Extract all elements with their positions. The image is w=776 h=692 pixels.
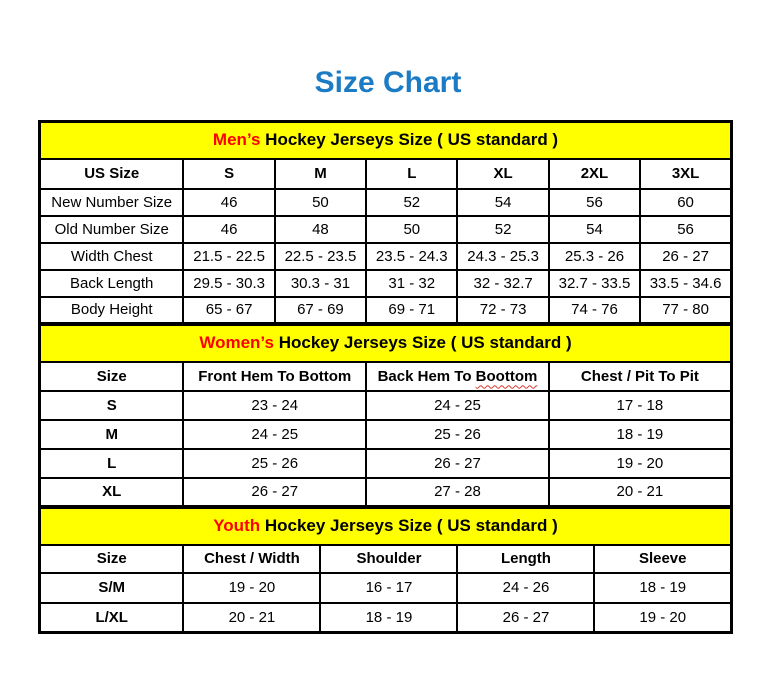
column-header: Chest / Pit To Pit bbox=[549, 362, 732, 391]
cell-value: 54 bbox=[457, 189, 548, 216]
cell-value: 24 - 25 bbox=[183, 420, 366, 449]
cell-value: 77 - 80 bbox=[640, 297, 731, 324]
cell-value: 60 bbox=[640, 189, 731, 216]
table-row bbox=[40, 420, 732, 449]
cell-value: 25 - 26 bbox=[366, 420, 549, 449]
table-row bbox=[40, 391, 732, 420]
cell-value: 22.5 - 23.5 bbox=[275, 243, 366, 270]
column-header: L bbox=[366, 159, 457, 189]
cell-value: 29.5 - 30.3 bbox=[183, 270, 274, 297]
cell-value: 50 bbox=[366, 216, 457, 243]
banner-womens bbox=[40, 325, 732, 362]
cell-value: 19 - 20 bbox=[594, 603, 731, 633]
table-row bbox=[40, 478, 732, 507]
banner-rest-text: Hockey Jerseys Size ( US standard ) bbox=[273, 333, 572, 353]
tables-container bbox=[38, 120, 733, 634]
cell-value: 25.3 - 26 bbox=[549, 243, 640, 270]
header-row-youth bbox=[40, 545, 732, 573]
row-label: Back Length bbox=[40, 270, 184, 297]
banner-rest-text: Hockey Jerseys Size ( US standard ) bbox=[260, 130, 559, 150]
cell-value: 65 - 67 bbox=[183, 297, 274, 324]
cell-value: 26 - 27 bbox=[183, 478, 366, 507]
table-row bbox=[40, 189, 732, 216]
banner-youth bbox=[40, 508, 732, 545]
cell-value: 25 - 26 bbox=[183, 449, 366, 478]
cell-value: 30.3 - 31 bbox=[275, 270, 366, 297]
table-row bbox=[40, 573, 732, 603]
cell-value: 23 - 24 bbox=[183, 391, 366, 420]
cell-value: 33.5 - 34.6 bbox=[640, 270, 731, 297]
column-header: 2XL bbox=[549, 159, 640, 189]
column-header: Size bbox=[40, 362, 184, 391]
column-header-text: Back Hem To bbox=[377, 367, 476, 385]
cell-value: 74 - 76 bbox=[549, 297, 640, 324]
row-label: S bbox=[40, 391, 184, 420]
banner-highlight-text: Women’s bbox=[199, 333, 274, 353]
cell-value: 54 bbox=[549, 216, 640, 243]
cell-value: 26 - 27 bbox=[366, 449, 549, 478]
column-header: Length bbox=[457, 545, 594, 573]
table-row bbox=[40, 270, 732, 297]
page-title: Size Chart bbox=[314, 66, 462, 99]
size-table-womens bbox=[38, 323, 733, 508]
table-row bbox=[40, 243, 732, 270]
size-table-youth bbox=[38, 506, 733, 634]
cell-value: 21.5 - 22.5 bbox=[183, 243, 274, 270]
cell-value: 18 - 19 bbox=[320, 603, 457, 633]
cell-value: 24.3 - 25.3 bbox=[457, 243, 548, 270]
cell-value: 31 - 32 bbox=[366, 270, 457, 297]
cell-value: 24 - 26 bbox=[457, 573, 594, 603]
column-header: Shoulder bbox=[320, 545, 457, 573]
cell-value: 27 - 28 bbox=[366, 478, 549, 507]
cell-value: 18 - 19 bbox=[594, 573, 731, 603]
cell-value: 26 - 27 bbox=[640, 243, 731, 270]
table-row bbox=[40, 297, 732, 324]
column-header bbox=[366, 362, 549, 391]
cell-value: 52 bbox=[366, 189, 457, 216]
column-header: M bbox=[275, 159, 366, 189]
cell-value: 32.7 - 33.5 bbox=[549, 270, 640, 297]
column-header: 3XL bbox=[640, 159, 731, 189]
cell-value: 69 - 71 bbox=[366, 297, 457, 324]
cell-value: 23.5 - 24.3 bbox=[366, 243, 457, 270]
cell-value: 32 - 32.7 bbox=[457, 270, 548, 297]
row-label: New Number Size bbox=[40, 189, 184, 216]
cell-value: 48 bbox=[275, 216, 366, 243]
cell-value: 50 bbox=[275, 189, 366, 216]
row-label: S/M bbox=[40, 573, 184, 603]
cell-value: 20 - 21 bbox=[549, 478, 732, 507]
banner-highlight-text: Youth bbox=[213, 516, 261, 536]
row-label: Width Chest bbox=[40, 243, 184, 270]
cell-value: 56 bbox=[549, 189, 640, 216]
misspelled-word: Boottom bbox=[475, 367, 538, 385]
cell-value: 24 - 25 bbox=[366, 391, 549, 420]
row-label: Old Number Size bbox=[40, 216, 184, 243]
banner-highlight-text: Men’s bbox=[212, 130, 261, 150]
cell-value: 20 - 21 bbox=[183, 603, 320, 633]
header-row-mens bbox=[40, 159, 732, 189]
column-header: US Size bbox=[40, 159, 184, 189]
cell-value: 56 bbox=[640, 216, 731, 243]
cell-value: 52 bbox=[457, 216, 548, 243]
table-row bbox=[40, 216, 732, 243]
column-header: S bbox=[183, 159, 274, 189]
column-header: Chest / Width bbox=[183, 545, 320, 573]
header-row-womens bbox=[40, 362, 732, 391]
cell-value: 67 - 69 bbox=[275, 297, 366, 324]
cell-value: 72 - 73 bbox=[457, 297, 548, 324]
cell-value: 46 bbox=[183, 216, 274, 243]
cell-value: 18 - 19 bbox=[549, 420, 732, 449]
column-header: Size bbox=[40, 545, 184, 573]
column-header: XL bbox=[457, 159, 548, 189]
banner-row-mens bbox=[40, 122, 732, 159]
banner-mens bbox=[40, 122, 732, 159]
cell-value: 26 - 27 bbox=[457, 603, 594, 633]
row-label: M bbox=[40, 420, 184, 449]
column-header: Sleeve bbox=[594, 545, 731, 573]
row-label: XL bbox=[40, 478, 184, 507]
cell-value: 46 bbox=[183, 189, 274, 216]
cell-value: 19 - 20 bbox=[183, 573, 320, 603]
banner-rest-text: Hockey Jerseys Size ( US standard ) bbox=[260, 516, 558, 536]
cell-value: 17 - 18 bbox=[549, 391, 732, 420]
row-label: Body Height bbox=[40, 297, 184, 324]
row-label: L/XL bbox=[40, 603, 184, 633]
column-header: Front Hem To Bottom bbox=[183, 362, 366, 391]
banner-row-womens bbox=[40, 325, 732, 362]
cell-value: 16 - 17 bbox=[320, 573, 457, 603]
row-label: L bbox=[40, 449, 184, 478]
cell-value: 19 - 20 bbox=[549, 449, 732, 478]
size-table-mens bbox=[38, 120, 733, 325]
table-row bbox=[40, 449, 732, 478]
table-row bbox=[40, 603, 732, 633]
banner-row-youth bbox=[40, 508, 732, 545]
